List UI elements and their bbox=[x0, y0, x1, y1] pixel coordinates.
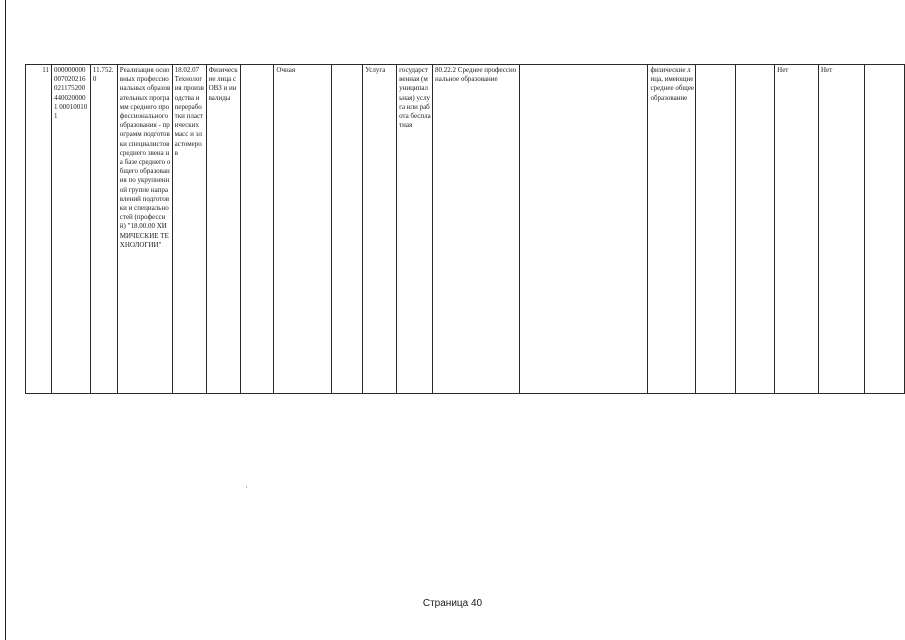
consumer-category: Физические лица с ОВЗ и инвалиды bbox=[206, 65, 240, 394]
row-number: 11 bbox=[26, 65, 52, 394]
consumers: физические лица, имеющие среднее общее образование bbox=[648, 65, 696, 394]
service-kind: государственная (муниципальная) услуга или работа бесплатная bbox=[397, 65, 433, 394]
okved-code: 80.22.2 Среднее профессиональное образование bbox=[433, 65, 520, 394]
left-margin-line bbox=[5, 0, 6, 640]
code-short: 11.752.0 bbox=[90, 65, 117, 394]
empty-cell bbox=[519, 65, 648, 394]
empty-cell bbox=[864, 65, 904, 394]
table-row bbox=[26, 65, 905, 394]
registry-code: 000000000007020216 021175200 4400200001 000100101 bbox=[51, 65, 90, 394]
empty-cell bbox=[736, 65, 775, 394]
empty-cell bbox=[332, 65, 363, 394]
empty-cell bbox=[696, 65, 736, 394]
education-form: Очная bbox=[274, 65, 332, 394]
flag-cell-2: Нет bbox=[819, 65, 865, 394]
registry-table bbox=[25, 64, 905, 394]
scan-speck bbox=[246, 486, 247, 488]
page-number: Страница 40 bbox=[422, 598, 483, 609]
service-type: Услуга bbox=[363, 65, 397, 394]
empty-cell bbox=[240, 65, 274, 394]
flag-cell-1: Нет bbox=[775, 65, 819, 394]
service-name: Реализация основных профессиональных образовательных программ среднего профессионального образования - программ подготовки специалистов среднего звена на базе среднего общего образования по укрупненной группе направлений подготовки и специальностей (профессий) "18.00.00 ХИМИЧЕСКИЕ ТЕХНОЛОГИИ" bbox=[117, 65, 172, 394]
specialty: 18.02.07 Технология производства и переработки пластических масс и эластомеров bbox=[172, 65, 206, 394]
